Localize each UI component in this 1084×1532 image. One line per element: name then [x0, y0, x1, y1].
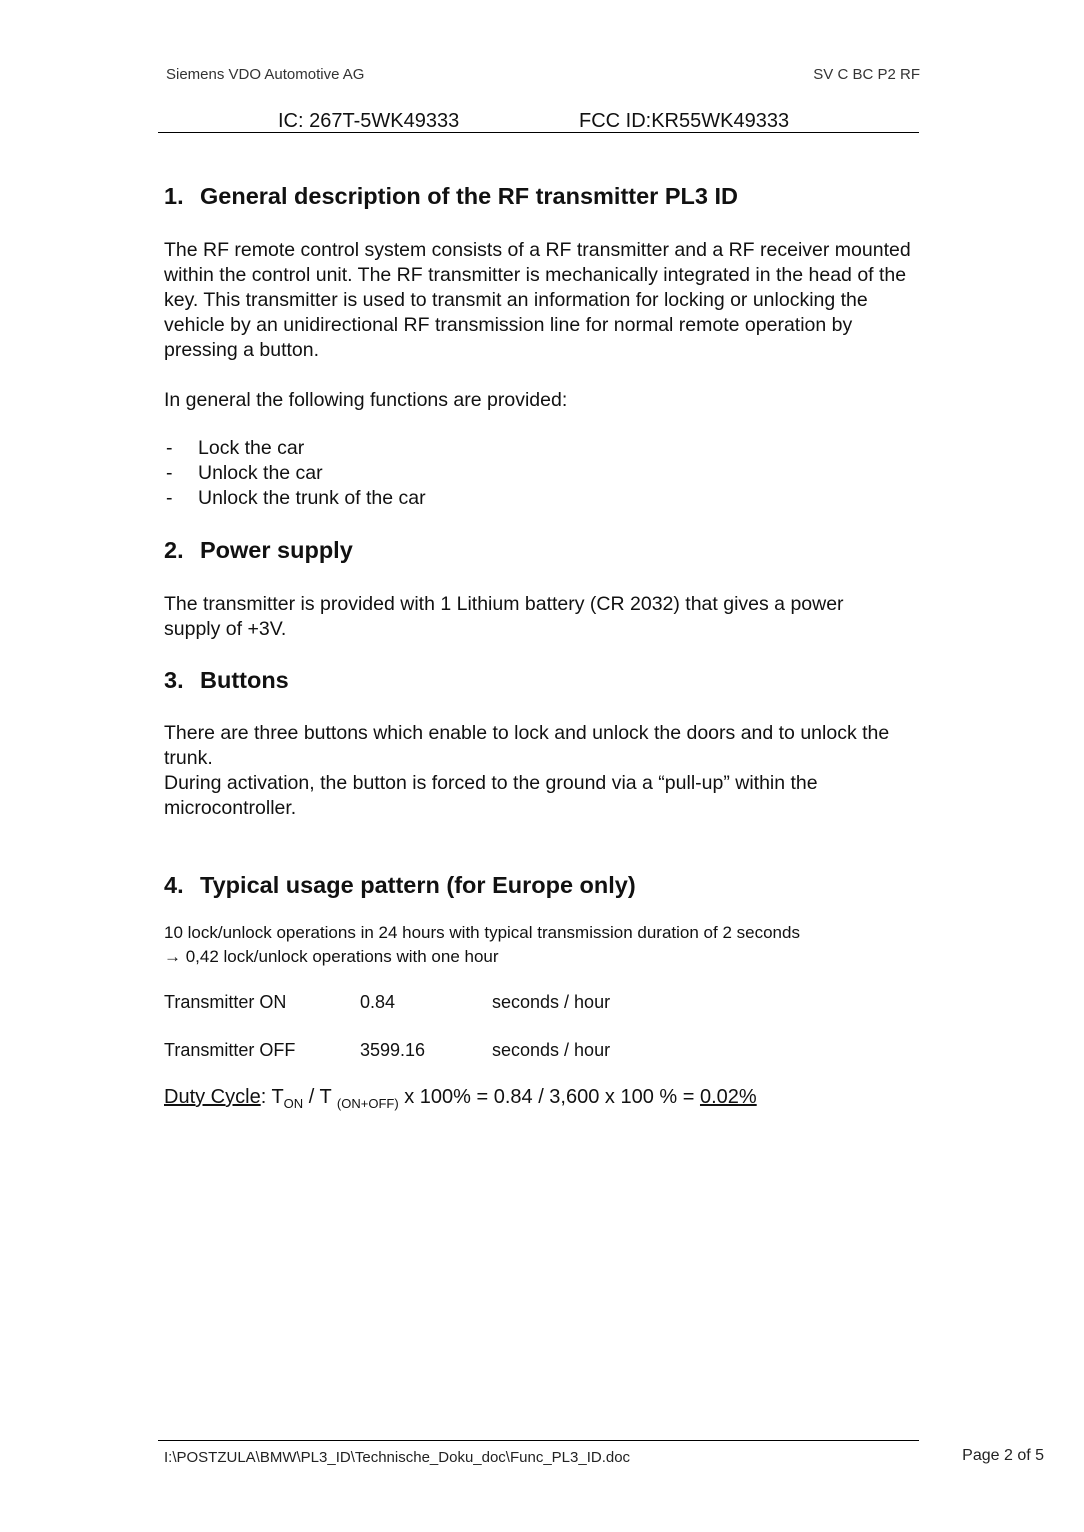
list-item — [164, 461, 426, 486]
row-unit: seconds / hour — [492, 1040, 611, 1060]
row-unit: seconds / hour — [492, 992, 611, 1012]
duty-result: 0.02% — [699, 1086, 757, 1108]
table-row — [164, 992, 764, 1016]
section-1-title: General description of the RF transmitter PL3 ID — [200, 183, 738, 209]
list-item-text: Lock the car — [198, 437, 305, 459]
section-1-functions-intro: In general the following functions are provided: — [164, 389, 568, 411]
section-1-paragraph: The RF remote control system consists of a RF transmitter and a RF receiver mounted within the control unit. The RF transmitter is mechanically integrated in the head of the key. This transmitter is used to transmit an information for locking or unlocking the vehicle by an unidirectional RF transmission line for normal remote operation by pressing a button. — [164, 239, 911, 361]
duty-mid: / T — [303, 1086, 337, 1108]
row-value: 3599.16 — [360, 1040, 426, 1060]
section-2-paragraph: The transmitter is provided with 1 Lithium battery (CR 2032) that gives a power supply of +3V. — [164, 593, 844, 640]
section-4-heading — [164, 872, 636, 899]
duty-cycle-label: Duty Cycle — [164, 1086, 261, 1108]
row-label: Transmitter OFF — [164, 1040, 296, 1060]
section-4-number: 4. — [164, 872, 184, 898]
header-fcc-id: FCC ID:KR55WK49333 — [579, 110, 790, 132]
row-label: Transmitter ON — [164, 992, 287, 1012]
function-list — [164, 436, 426, 511]
section-2-number: 2. — [164, 537, 184, 563]
footer-page-number: Page 2 of 5 — [962, 1447, 1044, 1464]
list-item-text: Unlock the car — [198, 462, 323, 484]
footer-divider — [158, 1440, 919, 1441]
duty-formula: x 100% = 0.84 / 3,600 x 100 % = — [398, 1086, 700, 1108]
dash-bullet-icon: - — [166, 487, 173, 509]
header-company: Siemens VDO Automotive AG — [166, 66, 365, 83]
dash-bullet-icon: - — [166, 462, 173, 484]
section-1-number: 1. — [164, 183, 184, 209]
duty-cycle-formula — [164, 1086, 757, 1111]
row-value: 0.84 — [360, 992, 396, 1012]
section-1-heading — [164, 183, 738, 210]
list-item — [164, 436, 426, 461]
duty-separator: : T — [260, 1086, 284, 1108]
header-ids — [158, 110, 919, 133]
table-row — [164, 1040, 764, 1064]
section-3-paragraph-1: There are three buttons which enable to lock and unlock the doors and to unlock the trunk. — [164, 722, 890, 769]
duty-subscript-on-off: (ON+OFF) — [336, 1096, 399, 1111]
section-3-number: 3. — [164, 667, 184, 693]
duty-subscript-on: ON — [283, 1096, 304, 1111]
header-document-code: SV C BC P2 RF — [813, 66, 920, 83]
list-item — [164, 486, 426, 511]
section-4-title: Typical usage pattern (for Europe only) — [200, 872, 636, 898]
section-2-title: Power supply — [200, 537, 353, 563]
section-3-heading — [164, 667, 289, 694]
usage-derivation: → 0,42 lock/unlock operations with one hour — [164, 947, 499, 966]
list-item-text: Unlock the trunk of the car — [198, 487, 426, 509]
section-3-title: Buttons — [200, 667, 289, 693]
section-3-paragraph-2: During activation, the button is forced to the ground via a “pull-up” within the microcontroller. — [164, 772, 818, 819]
section-2-heading — [164, 537, 353, 564]
usage-description: 10 lock/unlock operations in 24 hours with typical transmission duration of 2 seconds — [164, 923, 800, 942]
footer-file-path: I:\POSTZULA\BMW\PL3_ID\Technische_Doku_doc\Func_PL3_ID.doc — [164, 1449, 631, 1466]
dash-bullet-icon: - — [166, 437, 173, 459]
header-ic: IC: 267T-5WK49333 — [278, 110, 460, 132]
